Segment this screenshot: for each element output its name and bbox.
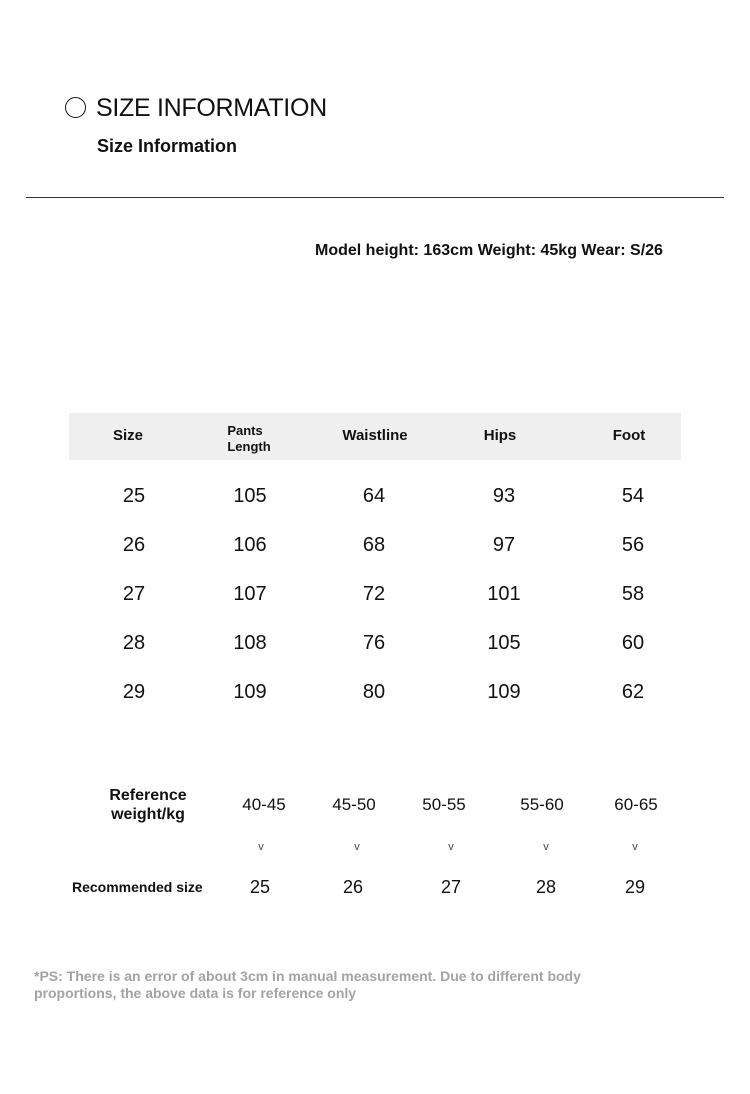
circle-icon xyxy=(65,97,86,118)
column-header-foot: Foot xyxy=(612,427,646,444)
recommended-size: 27 xyxy=(440,877,462,897)
table-cell: 76 xyxy=(362,632,386,654)
down-arrow-icon: v xyxy=(354,841,360,853)
table-cell: 72 xyxy=(362,583,386,605)
table-cell: 109 xyxy=(487,681,521,703)
model-info: Model height: 163cm Weight: 45kg Wear: S/26 xyxy=(315,242,663,259)
table-cell: 107 xyxy=(233,583,267,605)
recommended-size: 29 xyxy=(624,877,646,897)
table-cell: 80 xyxy=(362,681,386,703)
column-header-waistline: Waistline xyxy=(342,427,408,444)
column-header-size: Size xyxy=(112,427,144,444)
table-cell: 93 xyxy=(492,485,516,507)
down-arrow-icon: v xyxy=(543,841,549,853)
column-header-pants-length: Pants Length xyxy=(227,423,271,454)
table-cell: 29 xyxy=(122,681,146,703)
table-cell: 60 xyxy=(621,632,645,654)
table-cell: 68 xyxy=(362,534,386,556)
table-cell: 28 xyxy=(122,632,146,654)
table-cell: 105 xyxy=(233,485,267,507)
recommended-size: 26 xyxy=(342,877,364,897)
table-cell: 54 xyxy=(621,485,645,507)
reference-weight-label: Reference weight/kg xyxy=(109,787,187,823)
page-title: SIZE INFORMATION xyxy=(96,94,327,122)
weight-range: 50-55 xyxy=(422,795,466,814)
table-cell: 56 xyxy=(621,534,645,556)
table-cell: 108 xyxy=(233,632,267,654)
table-cell: 27 xyxy=(122,583,146,605)
divider xyxy=(26,197,724,198)
table-cell: 64 xyxy=(362,485,386,507)
recommended-size-label: Recommended size xyxy=(72,879,203,895)
table-cell: 58 xyxy=(621,583,645,605)
down-arrow-icon: v xyxy=(632,841,638,853)
table-cell: 97 xyxy=(492,534,516,556)
table-cell: 62 xyxy=(621,681,645,703)
column-header-hips: Hips xyxy=(483,427,517,444)
down-arrow-icon: v xyxy=(448,841,454,853)
down-arrow-icon: v xyxy=(258,841,264,853)
weight-range: 40-45 xyxy=(242,795,286,814)
weight-range: 55-60 xyxy=(520,795,564,814)
table-cell: 105 xyxy=(487,632,521,654)
table-cell: 25 xyxy=(122,485,146,507)
recommended-size: 25 xyxy=(249,877,271,897)
size-table-header xyxy=(69,413,681,460)
disclaimer-note: *PS: There is an error of about 3cm in manual measurement. Due to different body proportions, the above data is for reference only xyxy=(34,968,581,1001)
table-cell: 101 xyxy=(487,583,521,605)
table-cell: 26 xyxy=(122,534,146,556)
weight-range: 45-50 xyxy=(332,795,376,814)
table-cell: 106 xyxy=(233,534,267,556)
table-cell: 109 xyxy=(233,681,267,703)
weight-range: 60-65 xyxy=(614,795,658,814)
page-subtitle: Size Information xyxy=(97,136,238,156)
recommended-size: 28 xyxy=(535,877,557,897)
